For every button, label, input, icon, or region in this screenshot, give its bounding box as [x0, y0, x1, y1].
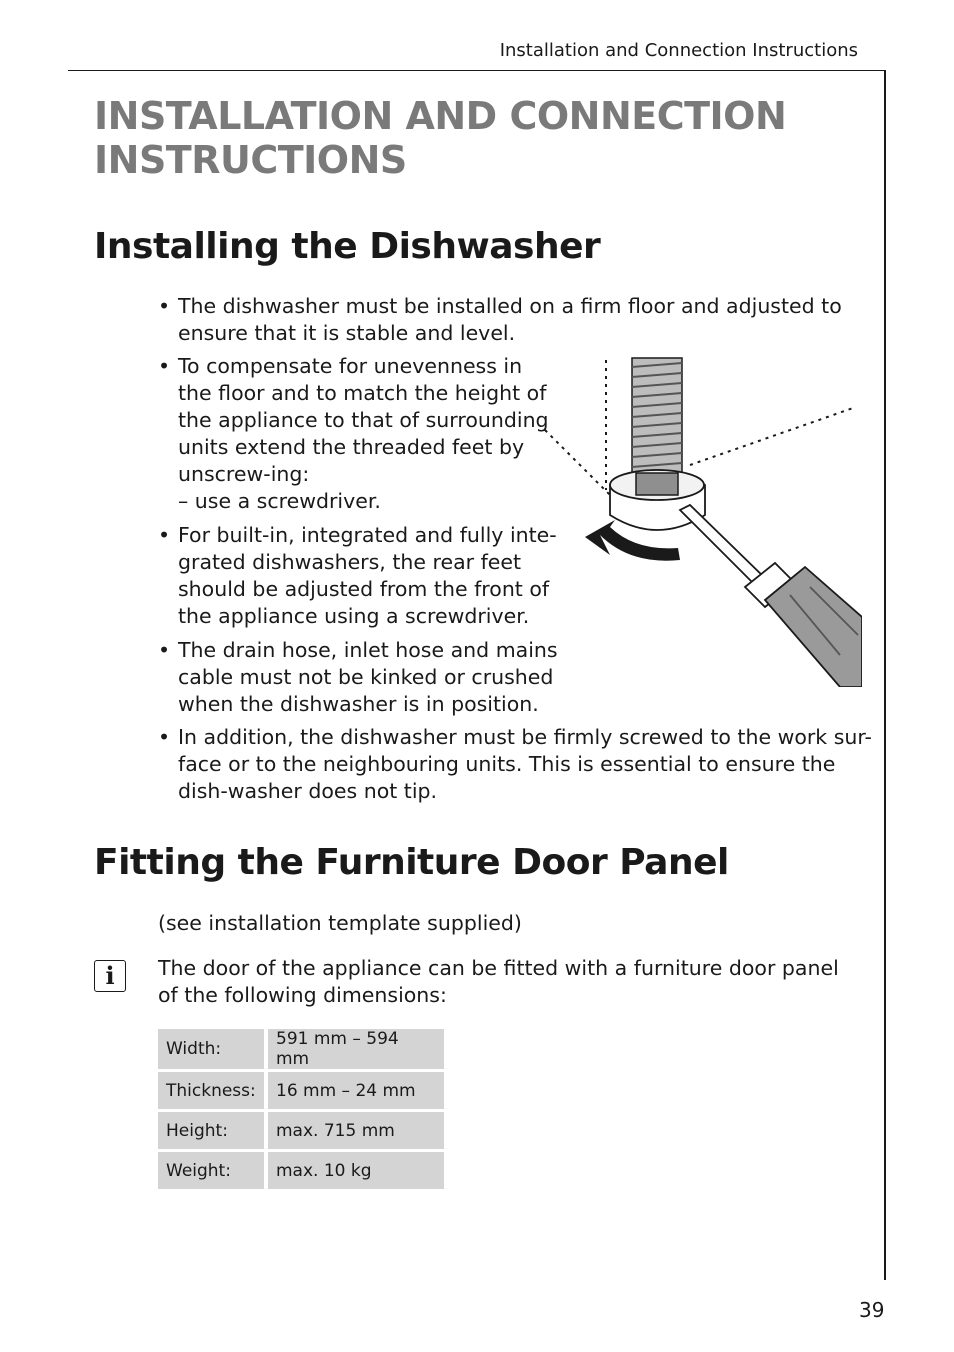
- bullet-text: In addition, the dishwasher must be firmly screwed to the work sur-face or to the neighbouring units. This is essential to ensure the dish-washer does not tip.: [178, 725, 872, 803]
- page-number: 39: [859, 1298, 885, 1322]
- dimension-label: Width:: [158, 1029, 268, 1069]
- section-title-door-panel: Fitting the Furniture Door Panel: [94, 842, 729, 883]
- dashed-guide-lines: [545, 360, 856, 495]
- header-rule: [68, 70, 886, 71]
- bullet-dot: •: [158, 523, 171, 547]
- info-text: The door of the appliance can be fitted with a furniture door panel of the following dimensions:: [158, 956, 839, 1007]
- main-title: INSTALLATION AND CONNECTION INSTRUCTIONS: [94, 94, 787, 182]
- bullet-item: [158, 637, 558, 718]
- dimension-value: max. 715 mm: [268, 1112, 444, 1149]
- bullet-item: [158, 293, 858, 347]
- dimension-value: 591 mm – 594 mm: [268, 1029, 444, 1069]
- bullet-text: The drain hose, inlet hose and mains cable must not be kinked or crushed when the dishwasher is in position.: [178, 638, 558, 716]
- screwdriver-icon: [680, 505, 862, 687]
- dimension-value: max. 10 kg: [268, 1152, 444, 1189]
- dimension-label: Weight:: [158, 1152, 268, 1189]
- bullet-text: For built-in, integrated and fully inte-grated dishwashers, the rear feet should be adjusted from the front of the appliance using a screwdriver.: [178, 523, 557, 628]
- adjustable-foot-screwdriver-illustration: [540, 355, 862, 687]
- bullet-item: [158, 522, 558, 630]
- bullet-dot: •: [158, 638, 171, 662]
- table-row: [158, 1152, 444, 1189]
- section-title-installing: Installing the Dishwasher: [94, 226, 601, 267]
- margin-rule: [884, 70, 886, 1280]
- bullet-item: [158, 353, 558, 515]
- bullet-dot: •: [158, 294, 171, 318]
- dimension-value: 16 mm – 24 mm: [268, 1072, 444, 1109]
- template-note: (see installation template supplied): [158, 911, 522, 935]
- info-icon: i: [94, 960, 126, 992]
- threaded-foot-icon: [610, 358, 705, 530]
- bullet-text: The dishwasher must be installed on a firm floor and adjusted to ensure that it is stable and level.: [178, 294, 842, 345]
- bullet-subtext: – use a screwdriver.: [178, 489, 381, 513]
- dimension-label: Thickness:: [158, 1072, 268, 1109]
- bullet-item: [158, 724, 878, 805]
- table-row: [158, 1072, 444, 1109]
- table-row: [158, 1029, 444, 1069]
- table-row: [158, 1112, 444, 1149]
- bullet-text: To compensate for unevenness in the floor and to match the height of the appliance to that of surrounding units extend the threaded feet by unscrew-ing:: [178, 354, 549, 486]
- bullet-dot: •: [158, 725, 171, 749]
- bullet-dot: •: [158, 354, 171, 378]
- running-header: Installation and Connection Instructions: [499, 40, 858, 61]
- dimensions-table: [158, 1026, 444, 1192]
- dimension-label: Height:: [158, 1112, 268, 1149]
